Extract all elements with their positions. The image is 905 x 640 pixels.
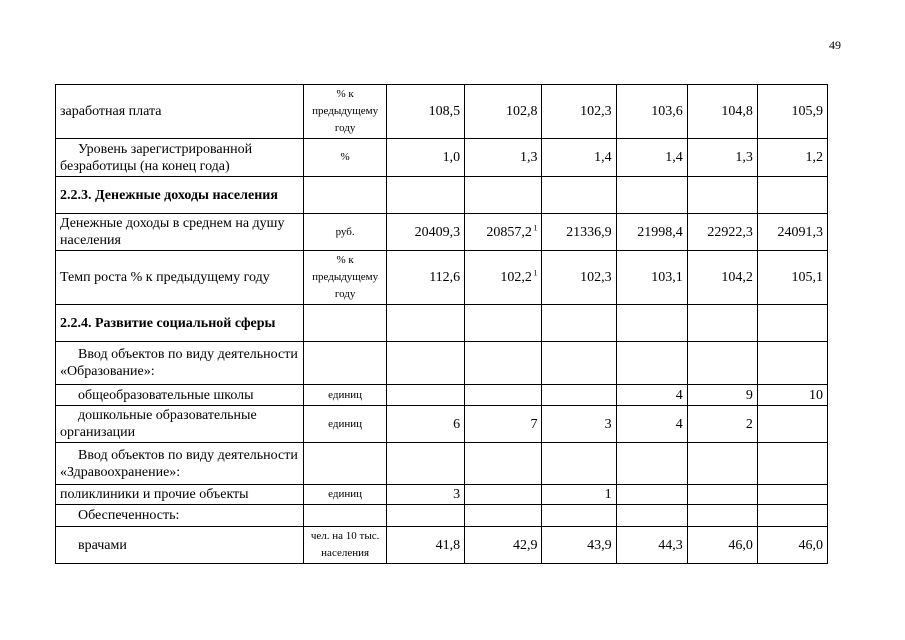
value-text: 104,2: [721, 270, 753, 285]
value-text: 102,3: [580, 270, 612, 285]
value-cell: [542, 85, 616, 139]
value-cell: [757, 406, 827, 443]
value-cell: [757, 305, 827, 342]
value-text: 10: [809, 387, 823, 403]
row-unit: руб.: [304, 214, 386, 251]
row-label: Обеспеченность:: [56, 505, 304, 527]
value-cell: [465, 385, 542, 406]
table-row: [56, 177, 828, 214]
value-cell: [757, 251, 827, 305]
value-text: 102,2: [500, 270, 532, 285]
value-cell: [542, 485, 616, 505]
value-text: 112,6: [429, 270, 461, 285]
value-cell: [386, 85, 464, 139]
value-text: 105,1: [791, 270, 823, 285]
value-cell: [386, 527, 464, 564]
value-cell: [386, 214, 464, 251]
value-cell: [386, 342, 464, 385]
table-row: [56, 485, 828, 505]
value-text: 103,1: [651, 270, 683, 285]
value-cell: [386, 305, 464, 342]
value-cell: [465, 139, 542, 177]
value-text: 46,0: [798, 537, 823, 553]
value-text: 21998,4: [637, 224, 683, 240]
value-cell: [687, 305, 757, 342]
value-text: 102,8: [505, 104, 538, 119]
value-text: 41,8: [435, 537, 461, 553]
value-text: 1: [604, 487, 612, 502]
value-cell: [386, 177, 464, 214]
row-unit: [304, 305, 386, 342]
value-text: 24091,3: [777, 224, 823, 240]
value-cell: [386, 443, 464, 485]
value-cell: [386, 406, 464, 443]
statistics-table: [55, 84, 828, 564]
value-cell: [542, 251, 616, 305]
row-unit: [304, 505, 386, 527]
value-text: 7: [530, 416, 538, 432]
table-row: [56, 443, 828, 485]
value-cell: [386, 139, 464, 177]
value-cell: [465, 485, 542, 505]
value-cell: [757, 505, 827, 527]
value-cell: [542, 177, 616, 214]
table-row: [56, 305, 828, 342]
row-unit: % к предыдущему году: [304, 85, 386, 139]
value-text: 2: [745, 416, 753, 432]
row-label: 2.2.3. Денежные доходы населения: [56, 177, 304, 214]
row-unit: [304, 177, 386, 214]
value-cell: [465, 406, 542, 443]
row-unit: единиц: [304, 385, 386, 406]
value-text: 1,4: [665, 150, 683, 165]
row-unit: единиц: [304, 406, 386, 443]
value-text: 104,8: [721, 104, 753, 119]
value-cell: [616, 305, 687, 342]
value-text: 43,9: [587, 537, 612, 553]
value-text: 102,3: [580, 104, 612, 119]
footnote-marker: 1: [531, 222, 538, 232]
value-cell: [757, 385, 827, 406]
value-cell: [757, 214, 827, 251]
row-label: заработная плата: [56, 85, 304, 139]
table-row: [56, 214, 828, 251]
value-cell: [616, 485, 687, 505]
table-row: [56, 406, 828, 443]
value-cell: [542, 443, 616, 485]
value-cell: [687, 177, 757, 214]
value-text: 22922,3: [707, 224, 753, 240]
value-cell: [616, 385, 687, 406]
value-cell: [757, 527, 827, 564]
row-label: Ввод объектов по виду деятельности «Здравоохранение»:: [56, 443, 304, 485]
value-cell: [687, 443, 757, 485]
value-cell: [386, 251, 464, 305]
value-text: 4: [675, 387, 683, 403]
row-label: врачами: [56, 527, 304, 564]
value-cell: [465, 85, 542, 139]
value-cell: [542, 342, 616, 385]
row-label: Денежные доходы в среднем на душу населения: [56, 214, 304, 251]
value-text: 3: [453, 487, 461, 502]
value-cell: [757, 139, 827, 177]
value-cell: [386, 385, 464, 406]
value-text: 105,9: [791, 104, 823, 119]
table-row: [56, 139, 828, 177]
value-cell: [465, 527, 542, 564]
row-label: общеобразовательные школы: [56, 385, 304, 406]
value-cell: [757, 485, 827, 505]
value-cell: [687, 214, 757, 251]
value-cell: [687, 251, 757, 305]
value-text: 6: [453, 416, 461, 432]
value-cell: [616, 139, 687, 177]
value-cell: [386, 485, 464, 505]
page-number: 49: [829, 38, 841, 52]
value-text: 1,0: [442, 150, 461, 165]
value-cell: [687, 342, 757, 385]
value-cell: [687, 505, 757, 527]
value-cell: [616, 505, 687, 527]
value-cell: [542, 527, 616, 564]
value-cell: [542, 385, 616, 406]
value-cell: [757, 342, 827, 385]
table-row: [56, 385, 828, 406]
value-text: 4: [675, 416, 683, 432]
value-cell: [465, 443, 542, 485]
value-cell: [687, 406, 757, 443]
value-cell: [757, 177, 827, 214]
value-cell: [542, 139, 616, 177]
value-cell: [687, 385, 757, 406]
value-cell: [465, 505, 542, 527]
value-text: 42,9: [512, 537, 538, 553]
row-unit: % к предыдущему году: [304, 251, 386, 305]
table-row: [56, 251, 828, 305]
value-cell: [687, 485, 757, 505]
value-text: 1,3: [519, 150, 538, 165]
value-cell: [542, 505, 616, 527]
value-cell: [465, 342, 542, 385]
table-row: [56, 505, 828, 527]
value-cell: [616, 85, 687, 139]
row-label: дошкольные образовательные организации: [56, 406, 304, 443]
value-cell: [616, 251, 687, 305]
value-text: 1,3: [735, 150, 753, 165]
value-cell: [687, 139, 757, 177]
table-row: [56, 85, 828, 139]
value-text: 20409,3: [414, 224, 461, 240]
value-cell: [616, 527, 687, 564]
value-cell: [757, 443, 827, 485]
value-cell: [465, 177, 542, 214]
value-cell: [465, 214, 542, 251]
value-text: 9: [745, 387, 753, 403]
value-cell: [616, 406, 687, 443]
value-cell: [542, 406, 616, 443]
value-text: 20857,2: [486, 224, 532, 240]
value-cell: [757, 85, 827, 139]
value-text: 103,6: [651, 104, 683, 119]
value-cell: [687, 527, 757, 564]
value-cell: [616, 214, 687, 251]
value-text: 46,0: [728, 537, 753, 553]
value-cell: [616, 443, 687, 485]
table-row: [56, 342, 828, 385]
value-text: 108,5: [428, 104, 461, 119]
footnote-marker: 1: [531, 268, 538, 278]
value-cell: [616, 342, 687, 385]
row-unit: единиц: [304, 485, 386, 505]
value-text: 44,3: [658, 537, 683, 553]
row-unit: [304, 443, 386, 485]
value-cell: [616, 177, 687, 214]
value-cell: [542, 214, 616, 251]
value-text: 1,4: [594, 150, 612, 165]
value-cell: [386, 505, 464, 527]
value-text: 1,2: [805, 150, 823, 165]
value-text: 21336,9: [566, 224, 612, 240]
value-text: 3: [604, 416, 612, 432]
table-row: [56, 527, 828, 564]
value-cell: [465, 251, 542, 305]
row-label: 2.2.4. Развитие социальной сферы: [56, 305, 304, 342]
row-unit: чел. на 10 тыс. населения: [304, 527, 386, 564]
row-label: поликлиники и прочие объекты: [56, 485, 304, 505]
row-label: Уровень зарегистрированной безработицы (на конец года): [56, 139, 304, 177]
value-cell: [687, 85, 757, 139]
row-label: Ввод объектов по виду деятельности «Образование»:: [56, 342, 304, 385]
value-cell: [542, 305, 616, 342]
value-cell: [465, 305, 542, 342]
row-unit: [304, 342, 386, 385]
row-unit: %: [304, 139, 386, 177]
row-label: Темп роста % к предыдущему году: [56, 251, 304, 305]
